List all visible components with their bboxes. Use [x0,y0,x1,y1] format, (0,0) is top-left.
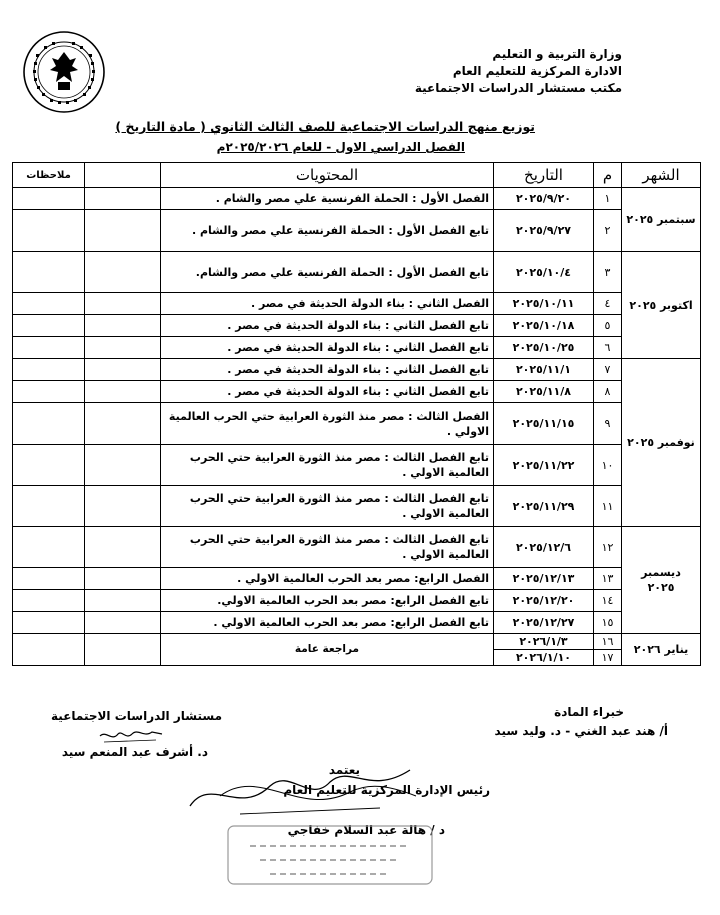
content-cell: تابع الفصل الثاني : بناء الدولة الحديثة في مصر . [161,381,494,403]
notes-cell [13,403,85,445]
table-row [13,612,701,634]
date-cell: ٢٠٢٦/١/١٠ [494,650,594,666]
content-cell: تابع الفصل الثالث : مصر منذ الثورة العرابية حتي الحرب العالمية الاولي . [161,445,494,486]
header-content: المحتويات [161,163,494,188]
notes-cell [13,590,85,612]
month-cell: اكتوبر ٢٠٢٥ [622,252,701,359]
advisor-name: د. أشرف عبد المنعم سيد [61,745,208,759]
date-cell: ٢٠٢٥/١١/٢٩ [494,486,594,527]
num-cell: ١٦ [594,634,622,650]
notes-cell [13,252,85,293]
table-row [13,634,701,650]
content-cell: تابع الفصل الثاني : بناء الدولة الحديثة في مصر . [161,359,494,381]
document-title: توزيع منهج الدراسات الاجتماعية للصف الثالث الثانوي ( مادة التاريخ ) [115,119,535,134]
date-cell: ٢٠٢٥/١١/١ [494,359,594,381]
date-cell: ٢٠٢٥/١٢/٦ [494,527,594,568]
notes-cell [13,359,85,381]
blank-cell [85,486,161,527]
table-row [13,445,701,486]
num-cell: ١ [594,188,622,210]
advisor-title: مستشار الدراسات الاجتماعية [51,709,222,723]
num-cell: ٤ [594,293,622,315]
table-row [13,486,701,527]
blank-cell [85,293,161,315]
date-cell: ٢٠٢٥/١٠/٤ [494,252,594,293]
notes-cell [13,527,85,568]
num-cell: ١١ [594,486,622,527]
blank-cell [85,527,161,568]
month-cell: سبتمبر ٢٠٢٥ [622,188,701,252]
content-cell: تابع الفصل الرابع: مصر بعد الحرب العالمية الاولي. [161,590,494,612]
blank-cell [85,403,161,445]
num-cell: ٩ [594,403,622,445]
table-header-row [13,163,701,188]
notes-cell [13,188,85,210]
blank-cell [85,252,161,293]
date-cell: ٢٠٢٥/١٠/١١ [494,293,594,315]
blank-cell [85,210,161,252]
header-num: م [594,163,622,188]
table-row [13,210,701,252]
num-cell: ١٥ [594,612,622,634]
table-row [13,252,701,293]
office-stamp-icon [220,820,440,890]
content-cell: الفصل الأول : الحملة الفرنسية علي مصر والشام . [161,188,494,210]
date-cell: ٢٠٢٥/١٢/١٣ [494,568,594,590]
date-cell: ٢٠٢٥/١٢/٢٧ [494,612,594,634]
content-cell: تابع الفصل الثالث : مصر منذ الثورة العرابية حتي الحرب العالمية الاولي . [161,486,494,527]
num-cell: ٥ [594,315,622,337]
date-cell: ٢٠٢٥/١١/٨ [494,381,594,403]
notes-cell [13,612,85,634]
month-cell: ديسمبر ٢٠٢٥ [622,527,701,634]
notes-cell [13,381,85,403]
content-cell: الفصل الثالث : مصر منذ الثورة العرابية حتي الحرب العالمية الاولي . [161,403,494,445]
head-name: د / هالة عبد السلام خفاجي [287,823,445,837]
notes-cell [13,210,85,252]
table-row [13,527,701,568]
header-blank [85,163,161,188]
content-cell: تابع الفصل الثاني : بناء الدولة الحديثة في مصر . [161,315,494,337]
date-cell: ٢٠٢٥/١١/١٥ [494,403,594,445]
num-cell: ٢ [594,210,622,252]
header-notes: ملاحظات [13,163,85,188]
num-cell: ٦ [594,337,622,359]
num-cell: ١٠ [594,445,622,486]
experts-names: أ/ هند عبد الغني - د. وليد سيد [494,724,668,738]
num-cell: ١٣ [594,568,622,590]
table-row [13,293,701,315]
content-cell: تابع الفصل الثالث : مصر منذ الثورة العرابية حتي الحرب العالمية الاولي . [161,527,494,568]
blank-cell [85,445,161,486]
blank-cell [85,188,161,210]
approve-label: يعتمد [328,763,360,777]
notes-cell [13,293,85,315]
month-cell: نوفمبر ٢٠٢٥ [622,359,701,527]
blank-cell [85,337,161,359]
num-cell: ٧ [594,359,622,381]
notes-cell [13,568,85,590]
content-cell: تابع الفصل الأول : الحملة الفرنسية علي مصر والشام. [161,252,494,293]
content-cell: الفصل الثاني : بناء الدولة الحديثة في مصر . [161,293,494,315]
ministry-seal-icon [22,30,106,114]
content-cell: تابع الفصل الرابع: مصر بعد الحرب العالمية الاولي . [161,612,494,634]
table-row [13,403,701,445]
blank-cell [85,590,161,612]
blank-cell [85,359,161,381]
notes-cell [13,445,85,486]
date-cell: ٢٠٢٥/٩/٢٠ [494,188,594,210]
num-cell: ٣ [594,252,622,293]
date-cell: ٢٠٢٥/١٠/١٨ [494,315,594,337]
curriculum-table [12,162,701,666]
notes-cell [13,486,85,527]
content-cell: تابع الفصل الثاني : بناء الدولة الحديثة في مصر . [161,337,494,359]
content-cell: الفصل الرابع: مصر بعد الحرب العالمية الاولي . [161,568,494,590]
blank-cell [85,381,161,403]
ministry-line-3: مكتب مستشار الدراسات الاجتماعية [414,81,622,95]
notes-cell [13,315,85,337]
table-row [13,315,701,337]
blank-cell [85,634,161,666]
table-row [13,590,701,612]
table-row [13,568,701,590]
month-cell: يناير ٢٠٢٦ [622,634,701,666]
notes-cell [13,337,85,359]
experts-label: خبراء المادة [554,705,624,719]
date-cell: ٢٠٢٥/١٠/٢٥ [494,337,594,359]
table-row [13,381,701,403]
ministry-line-1: وزارة التربية و التعليم [492,47,622,61]
blank-cell [85,315,161,337]
content-cell: مراجعة عامة [161,634,494,666]
header-date: التاريخ [494,163,594,188]
notes-cell [13,634,85,666]
document-subtitle: الفصل الدراسي الاول - للعام ٢٠٢٥/٢٠٢٦م [216,140,465,154]
header-month: الشهر [622,163,701,188]
table-row [13,337,701,359]
num-cell: ١٢ [594,527,622,568]
ministry-header [362,46,622,97]
table-row [13,188,701,210]
blank-cell [85,568,161,590]
blank-cell [85,612,161,634]
date-cell: ٢٠٢٥/١٢/٢٠ [494,590,594,612]
head-title: رئيس الإدارة المركزية للتعليم العام [283,783,490,797]
num-cell: ١٤ [594,590,622,612]
num-cell: ٨ [594,381,622,403]
content-cell: تابع الفصل الأول : الحملة الفرنسية علي مصر والشام . [161,210,494,252]
ministry-line-2: الادارة المركزية للتعليم العام [452,64,622,78]
table-row [13,359,701,381]
date-cell: ٢٠٢٥/٩/٢٧ [494,210,594,252]
num-cell: ١٧ [594,650,622,666]
date-cell: ٢٠٢٦/١/٣ [494,634,594,650]
date-cell: ٢٠٢٥/١١/٢٢ [494,445,594,486]
